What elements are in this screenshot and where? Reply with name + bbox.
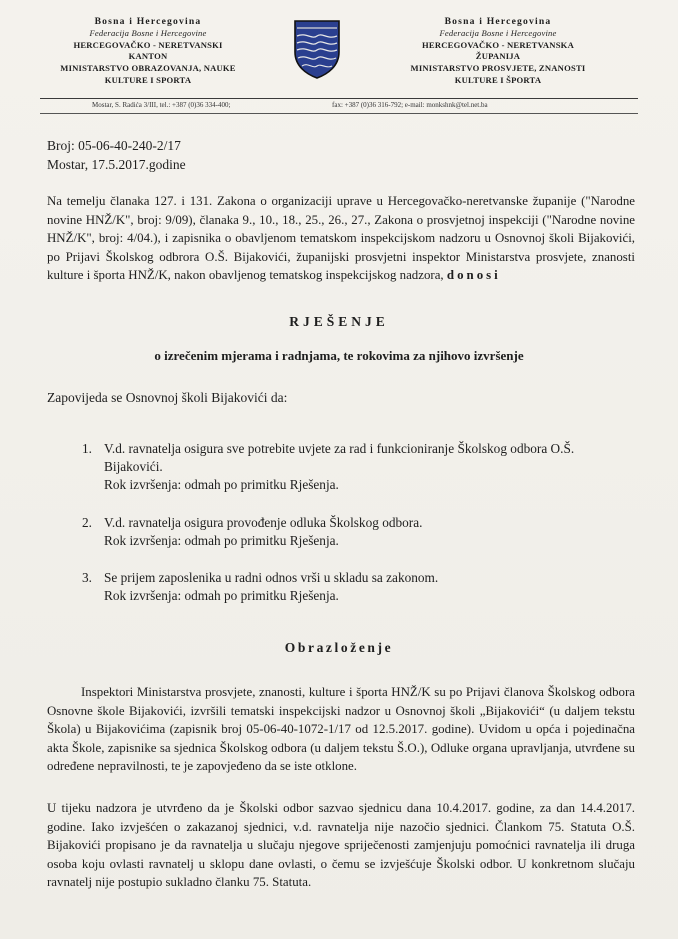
order-item xyxy=(82,569,632,605)
reference-number: Broj: 05-06-40-240-2/17 xyxy=(47,138,181,153)
header-right-federation: Federacija Bosne i Hercegovine xyxy=(439,27,557,38)
header-right-ministry-cont: KULTURE I ŠPORTA xyxy=(454,74,542,85)
header-left-canton: HERCEGOVAČKO - NERETVANSKI xyxy=(73,39,223,50)
intro-text: Na temelju članaka 127. i 131. Zakona o organizaciji uprave u Hercegovačko-neretvanske županije ("Narodne novine HNŽ/K", broj: 9/09), članaka 9., 10., 18., 25., 26., 27., Zakona o prosvjetnoj inspekciji ("Narodne novine HNŽ/K", broj: 4/04.), i zapisnika o obavljenom tematskom inspekcijskom nadzoru u Osnovnoj školi Bijakovići, po Prijavi Školskog odbrora O.Š. Bijakovići, županijski prosvjetni inspektor Ministarstva prosvjete, znanosti kulture i športa HNŽ/K, nakon obavljenog tematskog inspekcijskog nadzora, xyxy=(47,194,635,283)
contact-divider xyxy=(40,113,638,114)
header-left-canton-word: KANTON xyxy=(128,51,168,62)
order-item xyxy=(82,514,632,550)
contact-address: Mostar, S. Radića 3/III, tel.: +387 (0)36 334-400; xyxy=(92,101,231,109)
header-left-federation: Federacija Bosne i Hercegovine xyxy=(89,27,207,38)
order-item-text: V.d. ravnatelja osigura sve potrebite uvjete za rad i funkcioniranje Školskog odbora O.Š. Bijakovići. xyxy=(104,441,575,474)
header-right-county: HERCEGOVAČKO - NERETVANSKA xyxy=(422,39,574,50)
intro-paragraph xyxy=(47,192,635,285)
header-divider xyxy=(40,98,638,99)
order-item-text: Se prijem zaposlenika u radni odnos vrši u skladu sa zakonom. xyxy=(104,570,439,585)
header-left-block xyxy=(38,16,258,87)
order-item xyxy=(82,440,632,493)
intro-verb: donosi xyxy=(446,268,501,283)
order-item-deadline: Rok izvršenja: odmah po primitku Rješenja. xyxy=(104,476,339,492)
order-item-number: 1. xyxy=(82,441,92,456)
explanation-paragraph-2: U tijeku nadzora je utvrđeno da je Školski odbor sazvao sjednicu dana 10.4.2017. godine, za dan 14.4.2017. godine. Iako izvješćen o zakazanoj sjednici, v.d. ravnatelja nije nazočio sjednici. Člankom 75. Statuta O.Š. Bijakovići propisano je da ravnatelja u slučaju njegove spriječenosti zamjenjuju pomoćnici ravnatelja ili druga osoba koju ovlasti ravnatelj u sklopu dane ovlasti, o čemu se izvješćuje Školski odbor. U konkretnom slučaju ravnatelj nije postupio sukladno članku 75. Statuta. xyxy=(47,801,635,890)
explanation-title: Obrazloženje xyxy=(284,640,394,655)
order-item-number: 2. xyxy=(82,515,92,530)
header-left-ministry-cont: KULTURE I SPORTA xyxy=(104,74,192,85)
header-right-ministry: MINISTARSTVO PROSVJETE, ZNANOSTI xyxy=(410,63,586,74)
coat-of-arms-icon xyxy=(292,18,342,80)
order-item-number: 3. xyxy=(82,570,92,585)
decision-title: RJEŠENJE xyxy=(289,314,389,329)
header-left-country: Bosna i Hercegovina xyxy=(94,16,202,27)
order-item-deadline: Rok izvršenja: odmah po primitku Rješenja. xyxy=(104,587,339,603)
header-left-ministry: MINISTARSTVO OBRAZOVANJA, NAUKE xyxy=(60,63,236,74)
explanation-paragraph-1: Inspektori Ministarstva prosvjete, znanosti, kulture i športa HNŽ/K su po Prijavi članova Školskog odbora Osnovne škole Bijakovići, izvršili tematski inspekcijski nadzor u Osnovnoj školi „Bijakovići“ (u daljem tekstu Škola) u Bijakovićima (zapisnik broj 05-06-40-1072-1/17 od 12.5.2017. godine). Uvidom u opća i pojedinačna akta Škole, zapisnike sa sjednica Školskog odbora (u daljem tekstu Š.O.), Odluke organa upravljanja, utvrđene su određene nepravilnosti, te je zapovjeđeno da se iste otklone. xyxy=(47,685,635,774)
header-right-block xyxy=(388,16,608,87)
order-intro: Zapovijeda se Osnovnoj školi Bijakovići da: xyxy=(47,390,288,405)
contact-fax-email: fax: +387 (0)36 316-792; e-mail: monkshnk@tel.net.ba xyxy=(332,101,488,109)
order-item-deadline: Rok izvršenja: odmah po primitku Rješenja. xyxy=(104,532,339,548)
header-right-country: Bosna i Hercegovina xyxy=(444,16,552,27)
document-date: Mostar, 17.5.2017.godine xyxy=(47,157,186,172)
order-item-text: V.d. ravnatelja osigura provođenje odluka Školskog odbora. xyxy=(104,515,423,530)
header-right-county-word: ŽUPANIJA xyxy=(475,51,521,62)
decision-subtitle: o izrečenim mjerama i radnjama, te rokovima za njihovo izvršenje xyxy=(154,348,524,363)
